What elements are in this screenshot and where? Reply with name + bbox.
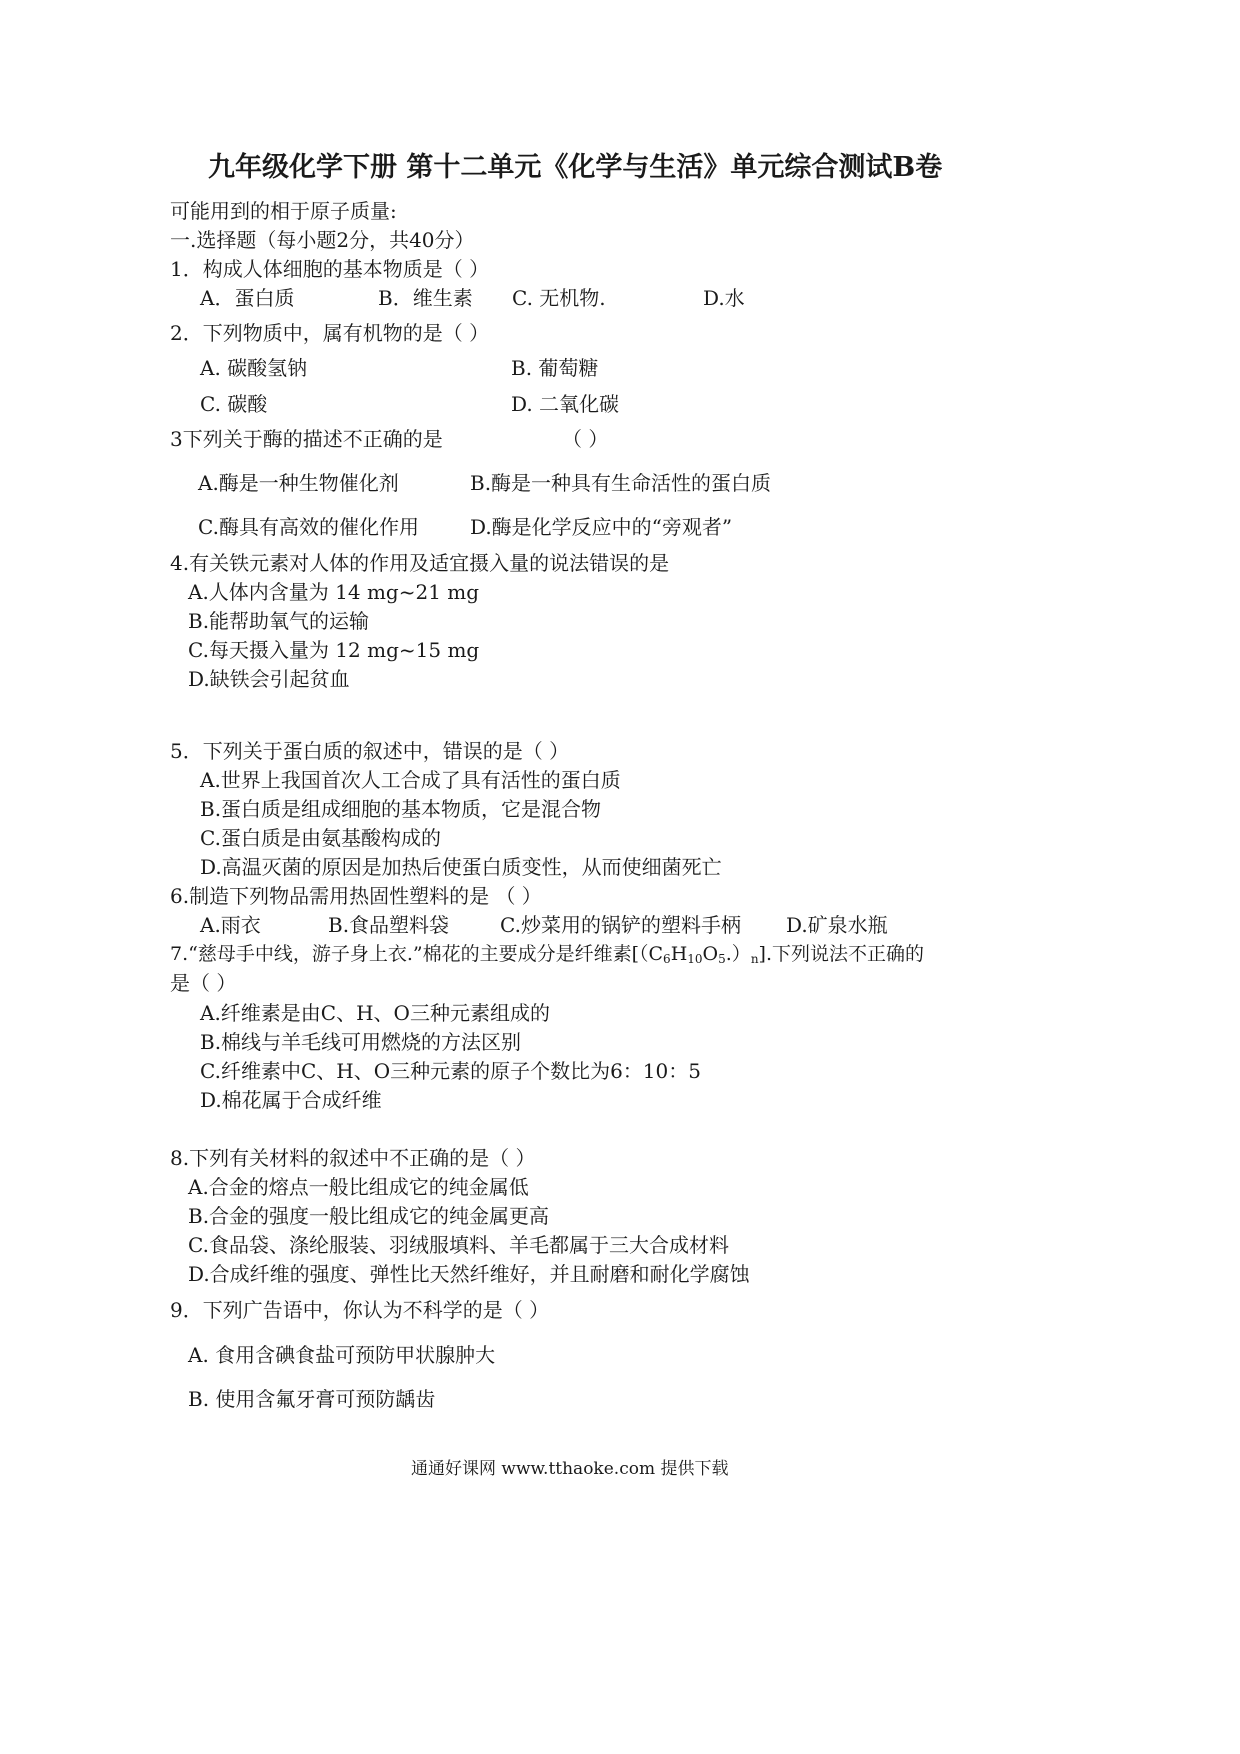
question-3-answer-paren: （ ） bbox=[562, 427, 609, 451]
question-5-option-d: D.高温灭菌的原因是加热后使蛋白质变性，从而使细菌死亡 bbox=[200, 855, 722, 879]
question-7-stem: 7.“慈母手中线，游子身上衣.”棉花的主要成分是纤维素$[(C_6H_{10}O_5.)_n]$.下列说法不正确的 bbox=[170, 943, 924, 966]
question-2-option-d: D. 二氧化碳 bbox=[511, 392, 620, 416]
question-1-option-b: B．维生素 bbox=[378, 286, 473, 310]
question-4-option-d: D.缺铁会引起贫血 bbox=[188, 667, 350, 691]
question-6-stem: 6.制造下列物品需用热固性塑料的是 （ ） bbox=[170, 884, 542, 908]
question-7-option-d: D.棉花属于合成纤维 bbox=[200, 1088, 382, 1112]
question-2-option-c: C. 碳酸 bbox=[200, 392, 268, 416]
question-9-option-b: B. 使用含氟牙膏可预防龋齿 bbox=[188, 1387, 436, 1411]
question-7-option-c: C.纤维素中C、H、O三种元素的原子个数比为6：10：5 bbox=[200, 1059, 701, 1083]
question-4-option-a: A.人体内含量为 14 mg~21 mg bbox=[188, 580, 480, 604]
question-8-option-a: A.合金的熔点一般比组成它的纯金属低 bbox=[188, 1175, 529, 1199]
question-8-stem: 8.下列有关材料的叙述中不正确的是（ ） bbox=[170, 1146, 536, 1170]
question-1-option-d: D.水 bbox=[703, 286, 745, 310]
question-3-option-b: B.酶是一种具有生命活性的蛋白质 bbox=[470, 471, 772, 495]
question-3-stem: 3下列关于酶的描述不正确的是 bbox=[170, 427, 443, 451]
question-8-option-b: B.合金的强度一般比组成它的纯金属更高 bbox=[188, 1204, 550, 1228]
question-9-stem: 9．下列广告语中，你认为不科学的是（ ） bbox=[170, 1298, 550, 1322]
question-6-option-c: C.炒菜用的锅铲的塑料手柄 bbox=[500, 913, 741, 937]
question-6-option-d: D.矿泉水瓶 bbox=[786, 913, 888, 937]
question-3-option-d: D.酶是化学反应中的“旁观者” bbox=[470, 515, 733, 539]
question-8-option-d: D.合成纤维的强度、弹性比天然纤维好，并且耐磨和耐化学腐蚀 bbox=[188, 1262, 750, 1286]
question-9-option-a: A. 食用含碘食盐可预防甲状腺肿大 bbox=[188, 1343, 496, 1367]
question-7-option-b: B.棉线与羊毛线可用燃烧的方法区别 bbox=[200, 1030, 522, 1054]
question-6-option-a: A.雨衣 bbox=[200, 913, 261, 937]
question-5-option-c: C.蛋白质是由氨基酸构成的 bbox=[200, 826, 441, 850]
question-1-option-c: C. 无机物. bbox=[512, 286, 606, 310]
page-footer: 通通好课网 www.tthaoke.com 提供下载 bbox=[411, 1459, 729, 1479]
question-3-option-a: A.酶是一种生物催化剂 bbox=[198, 471, 399, 495]
question-7-stem-continued: 是（ ） bbox=[170, 971, 237, 995]
page-title: 九年级化学下册 第十二单元《化学与生活》单元综合测试B卷 bbox=[208, 152, 943, 183]
question-8-option-c: C.食品袋、涤纶服装、羽绒服填料、羊毛都属于三大合成材料 bbox=[188, 1233, 729, 1257]
question-1-option-a: A．蛋白质 bbox=[200, 286, 295, 310]
question-3-option-c: C.酶具有高效的催化作用 bbox=[198, 515, 419, 539]
question-2-stem: 2．下列物质中，属有机物的是（ ） bbox=[170, 321, 490, 345]
question-4-option-c: C.每天摄入量为 12 mg~15 mg bbox=[188, 638, 480, 662]
section-heading: 一.选择题（每小题2分，共40分） bbox=[170, 228, 475, 252]
question-6-option-b: B.食品塑料袋 bbox=[328, 913, 450, 937]
question-5-option-a: A.世界上我国首次人工合成了具有活性的蛋白质 bbox=[200, 768, 621, 792]
question-4-option-b: B.能帮助氧气的运输 bbox=[188, 609, 370, 633]
question-2-option-a: A. 碳酸氢钠 bbox=[200, 356, 308, 380]
question-5-option-b: B.蛋白质是组成细胞的基本物质，它是混合物 bbox=[200, 797, 602, 821]
question-7-option-a: A.纤维素是由C、H、O三种元素组成的 bbox=[200, 1001, 550, 1025]
question-2-option-b: B. 葡萄糖 bbox=[511, 356, 599, 380]
intro-line: 可能用到的相于原子质量: bbox=[170, 199, 397, 223]
question-5-stem: 5．下列关于蛋白质的叙述中，错误的是（ ） bbox=[170, 739, 570, 763]
question-1-stem: 1．构成人体细胞的基本物质是（ ） bbox=[170, 257, 490, 281]
question-4-stem: 4.有关铁元素对人体的作用及适宜摄入量的说法错误的是 bbox=[170, 551, 670, 575]
